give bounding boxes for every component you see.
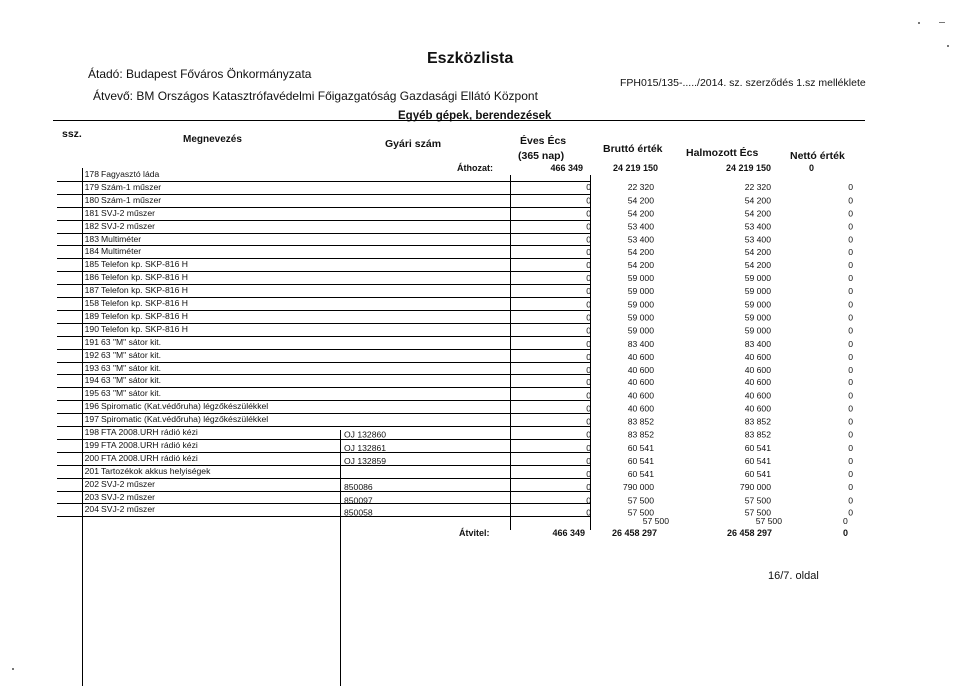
transferor-line: Átadó: Budapest Főváros Önkormányzata: [88, 67, 312, 81]
cell-netto: 0: [848, 364, 853, 375]
col-header-eves: Éves Écs: [520, 135, 567, 147]
carry-in-netto: 0: [809, 163, 815, 173]
carry-in-eves: 466 349: [550, 163, 583, 173]
cell-ssz: 201: [84, 465, 99, 476]
cell-brutto: 40 600: [627, 364, 654, 375]
column-divider: [510, 175, 511, 530]
cell-name: Telefon kp. SKP-816 H: [101, 259, 188, 270]
cell-brutto: 60 541: [627, 455, 654, 466]
table-row: [61, 413, 861, 426]
cell-netto: 0: [848, 442, 853, 453]
table-row: [61, 465, 861, 478]
extra-tail-netto: 0: [843, 516, 848, 526]
cell-name: 63 "M" sátor kit.: [101, 336, 162, 347]
table-row: [61, 374, 861, 387]
cell-ssz: 196: [84, 401, 99, 412]
cell-netto: 0: [848, 195, 853, 206]
cell-eves: 0: [586, 429, 591, 440]
table-row: [61, 233, 861, 246]
table-row: [61, 245, 861, 258]
cell-halm: 40 600: [744, 377, 771, 388]
cell-netto: 0: [848, 390, 853, 401]
cell-eves: 0: [586, 299, 591, 310]
table-row: [61, 168, 861, 181]
cell-halm: 59 000: [744, 286, 771, 297]
cell-eves: 0: [586, 390, 591, 401]
cell-name: Telefon kp. SKP-816 H: [101, 310, 188, 321]
table-row: [61, 491, 861, 504]
cell-netto: 0: [848, 481, 853, 492]
cell-brutto: 83 400: [627, 338, 654, 349]
table-row: [61, 323, 861, 336]
cell-eves: 0: [586, 195, 591, 206]
cell-brutto: 40 600: [627, 351, 654, 362]
cell-ssz: 186: [84, 272, 99, 283]
cell-name: Multiméter: [101, 246, 142, 257]
cell-name: Spiromatic (Kat.védőruha) légzőkészülékkel: [101, 414, 269, 425]
cell-halm: 60 541: [744, 442, 771, 453]
cell-name: 63 "M" sátor kit.: [101, 375, 162, 386]
cell-eves: 0: [586, 507, 591, 518]
cell-serial: 850097: [344, 494, 373, 505]
cell-netto: 0: [848, 338, 853, 349]
carry-in-label: Áthozat:: [457, 163, 493, 173]
col-header-brutto: Bruttó érték: [603, 143, 663, 155]
cell-netto: 0: [848, 377, 853, 388]
cell-eves: 0: [586, 182, 591, 193]
cell-name: SVJ-2 műszer: [101, 478, 155, 489]
cell-eves: 0: [586, 338, 591, 349]
cell-serial: 850058: [344, 507, 373, 518]
cell-eves: 0: [586, 481, 591, 492]
cell-netto: 0: [848, 325, 853, 336]
carry-in-brutto: 24 219 150: [612, 163, 658, 173]
col-header-ssz: ssz.: [62, 128, 82, 140]
cell-name: Telefon kp. SKP-816 H: [101, 285, 188, 296]
cell-name: Multiméter: [101, 233, 142, 244]
cell-halm: 53 400: [744, 221, 771, 232]
cell-halm: 83 852: [744, 429, 771, 440]
cell-netto: 0: [848, 455, 853, 466]
cell-eves: 0: [586, 416, 591, 427]
cell-netto: 0: [848, 468, 853, 479]
col-header-eves-days: (365 nap): [518, 150, 565, 162]
cell-ssz: 190: [84, 323, 99, 334]
cell-netto: 0: [848, 208, 853, 219]
table-row: [61, 297, 861, 310]
cell-halm: 40 600: [744, 351, 771, 362]
cell-halm: 59 000: [744, 299, 771, 310]
scan-speck: [918, 22, 920, 24]
cell-netto: 0: [848, 182, 853, 193]
table-row: [61, 452, 861, 465]
cell-ssz: 200: [84, 452, 99, 463]
cell-halm: 60 541: [744, 455, 771, 466]
cell-brutto: 60 541: [627, 468, 654, 479]
cell-eves: 0: [586, 325, 591, 336]
extra-tail-halmozott: 57 500: [755, 516, 782, 526]
cell-name: Szám-1 műszer: [101, 194, 162, 205]
col-header-netto: Nettó érték: [790, 150, 845, 162]
cell-brutto: 54 200: [627, 247, 654, 258]
table-row: [61, 207, 861, 220]
cell-eves: 0: [586, 208, 591, 219]
extra-tail-brutto: 57 500: [642, 516, 669, 526]
cell-halm: 59 000: [744, 273, 771, 284]
column-divider: [82, 168, 83, 686]
cell-ssz: 194: [84, 375, 99, 386]
carry-in-halmozott: 24 219 150: [725, 163, 771, 173]
cell-ssz: 181: [84, 207, 99, 218]
cell-halm: 40 600: [744, 390, 771, 401]
cell-halm: 59 000: [744, 325, 771, 336]
cell-brutto: 40 600: [627, 390, 654, 401]
cell-name: Telefon kp. SKP-816 H: [101, 272, 188, 283]
carry-out-row: [53, 527, 853, 539]
table-row: [61, 258, 861, 271]
cell-ssz: 184: [84, 246, 99, 257]
cell-ssz: 189: [84, 310, 99, 321]
cell-ssz: 191: [84, 336, 99, 347]
cell-name: Tartozékok akkus helyiségek: [101, 465, 211, 476]
cell-name: Spiromatic (Kat.védőruha) légzőkészülékkel: [101, 401, 269, 412]
cell-ssz: 187: [84, 285, 99, 296]
cell-brutto: 54 200: [627, 208, 654, 219]
carry-out-label: Átvitel:: [459, 528, 490, 538]
cell-ssz: 203: [84, 491, 99, 502]
cell-halm: 83 852: [744, 416, 771, 427]
cell-brutto: 83 852: [627, 429, 654, 440]
cell-name: 63 "M" sátor kit.: [101, 362, 162, 373]
cell-netto: 0: [848, 416, 853, 427]
cell-name: SVJ-2 műszer: [101, 220, 155, 231]
recipient-line: Átvevő: BM Országos Katasztrófavédelmi Főigazgatóság Gazdasági Ellátó Központ: [93, 89, 538, 103]
table-row: [61, 426, 861, 439]
table-row: [61, 194, 861, 207]
cell-eves: 0: [586, 234, 591, 245]
cell-netto: 0: [848, 351, 853, 362]
cell-halm: 40 600: [744, 364, 771, 375]
carry-out-brutto: 26 458 297: [611, 528, 657, 538]
cell-halm: 57 500: [744, 494, 771, 505]
cell-netto: 0: [848, 429, 853, 440]
carry-out-halmozott: 26 458 297: [726, 528, 772, 538]
cell-netto: 0: [848, 260, 853, 271]
cell-eves: 0: [586, 455, 591, 466]
cell-eves: 0: [586, 273, 591, 284]
cell-name: 63 "M" sátor kit.: [101, 388, 162, 399]
cell-netto: 0: [848, 286, 853, 297]
cell-ssz: 195: [84, 388, 99, 399]
column-divider: [340, 430, 341, 686]
cell-halm: 54 200: [744, 195, 771, 206]
cell-brutto: 59 000: [627, 299, 654, 310]
table-row: [61, 439, 861, 452]
cell-ssz: 180: [84, 194, 99, 205]
cell-brutto: 53 400: [627, 221, 654, 232]
cell-eves: 0: [586, 442, 591, 453]
cell-serial: 850086: [344, 481, 373, 492]
cell-halm: 790 000: [739, 481, 771, 492]
cell-eves: 0: [586, 364, 591, 375]
cell-halm: 22 320: [744, 182, 771, 193]
cell-ssz: 204: [84, 504, 99, 515]
cell-brutto: 59 000: [627, 273, 654, 284]
cell-brutto: 59 000: [627, 325, 654, 336]
table-row: [61, 284, 861, 297]
cell-brutto: 40 600: [627, 403, 654, 414]
cell-serial: OJ 132859: [344, 455, 387, 466]
cell-netto: 0: [848, 494, 853, 505]
cell-serial: OJ 132861: [344, 442, 387, 453]
carry-out-eves: 466 349: [552, 528, 585, 538]
cell-ssz: 192: [84, 349, 99, 360]
cell-halm: 54 200: [744, 247, 771, 258]
cell-halm: 83 400: [744, 338, 771, 349]
cell-ssz: 158: [84, 298, 99, 308]
table-row: [61, 220, 861, 233]
cell-name: Szám-1 műszer: [101, 181, 162, 192]
cell-name: Fagyasztó láda: [101, 169, 160, 179]
table-row: [61, 387, 861, 400]
cell-serial: OJ 132860: [344, 429, 387, 440]
cell-brutto: 57 500: [627, 507, 654, 518]
cell-netto: 0: [848, 403, 853, 414]
cell-netto: 0: [848, 273, 853, 284]
table-row: [61, 349, 861, 362]
cell-halm: 54 200: [744, 208, 771, 219]
cell-ssz: 183: [84, 233, 99, 244]
cell-name: FTA 2008.URH rádió kézi: [101, 452, 198, 463]
cell-eves: 0: [586, 403, 591, 414]
table-row: [61, 181, 861, 194]
cell-halm: 54 200: [744, 260, 771, 271]
cell-halm: 59 000: [744, 312, 771, 323]
carry-out-netto: 0: [843, 528, 849, 538]
cell-eves: 0: [586, 494, 591, 505]
cell-brutto: 60 541: [627, 442, 654, 453]
contract-reference: FPH015/135-...../2014. sz. szerződés 1.sz melléklete: [620, 77, 866, 89]
cell-ssz: 178: [84, 169, 99, 179]
cell-ssz: 193: [84, 362, 99, 373]
table-row: [61, 478, 861, 491]
cell-brutto: 59 000: [627, 312, 654, 323]
cell-ssz: 185: [84, 259, 99, 270]
cell-netto: 0: [848, 247, 853, 258]
table-row: [61, 310, 861, 323]
table-row: [61, 362, 861, 375]
table-row: [61, 336, 861, 349]
cell-brutto: 59 000: [627, 286, 654, 297]
cell-ssz: 202: [84, 478, 99, 489]
cell-brutto: 54 200: [627, 260, 654, 271]
col-header-serial: Gyári szám: [385, 138, 442, 150]
scan-speck: [12, 668, 14, 670]
cell-eves: 0: [586, 221, 591, 232]
cell-netto: 0: [848, 234, 853, 245]
cell-halm: 57 500: [744, 507, 771, 518]
scan-speck: [947, 45, 949, 47]
extra-tail-row: [53, 515, 853, 527]
cell-brutto: 40 600: [627, 377, 654, 388]
col-header-name: Megnevezés: [183, 134, 242, 145]
cell-netto: 0: [848, 312, 853, 323]
cell-brutto: 53 400: [627, 234, 654, 245]
cell-name: SVJ-2 műszer: [101, 504, 155, 515]
cell-netto: 0: [848, 507, 853, 518]
cell-netto: 0: [848, 221, 853, 232]
cell-brutto: 83 852: [627, 416, 654, 427]
cell-name: Telefon kp. SKP-816 H: [101, 323, 188, 334]
scan-speck: [939, 22, 945, 23]
page-title: Eszközlista: [427, 50, 514, 67]
cell-eves: 0: [586, 286, 591, 297]
cell-name: SVJ-2 műszer: [101, 491, 155, 502]
cell-name: SVJ-2 műszer: [101, 207, 155, 218]
cell-halm: 60 541: [744, 468, 771, 479]
cell-ssz: 182: [84, 220, 99, 231]
cell-ssz: 199: [84, 439, 99, 450]
cell-eves: 0: [586, 312, 591, 323]
cell-brutto: 790 000: [622, 481, 654, 492]
cell-name: Telefon kp. SKP-816 H: [101, 298, 188, 308]
cell-ssz: 197: [84, 414, 99, 425]
cell-eves: 0: [586, 247, 591, 258]
cell-name: FTA 2008.URH rádió kézi: [101, 427, 198, 437]
cell-brutto: 54 200: [627, 195, 654, 206]
cell-eves: 0: [586, 377, 591, 388]
cell-halm: 40 600: [744, 403, 771, 414]
table-row: [61, 400, 861, 413]
col-header-halmozott: Halmozott Écs: [686, 147, 759, 159]
cell-brutto: 57 500: [627, 494, 654, 505]
cell-eves: 0: [586, 351, 591, 362]
column-divider: [590, 175, 591, 530]
cell-name: FTA 2008.URH rádió kézi: [101, 439, 198, 450]
cell-halm: 53 400: [744, 234, 771, 245]
cell-ssz: 179: [84, 181, 99, 192]
cell-brutto: 22 320: [627, 182, 654, 193]
table-row: [61, 271, 861, 284]
cell-netto: 0: [848, 299, 853, 310]
page-number: 16/7. oldal: [768, 570, 819, 582]
category-subtitle: Egyéb gépek, berendezések: [398, 110, 552, 122]
cell-eves: 0: [586, 468, 591, 479]
cell-name: 63 "M" sátor kit.: [101, 349, 162, 360]
cell-ssz: 198: [84, 427, 99, 437]
cell-eves: 0: [586, 260, 591, 271]
